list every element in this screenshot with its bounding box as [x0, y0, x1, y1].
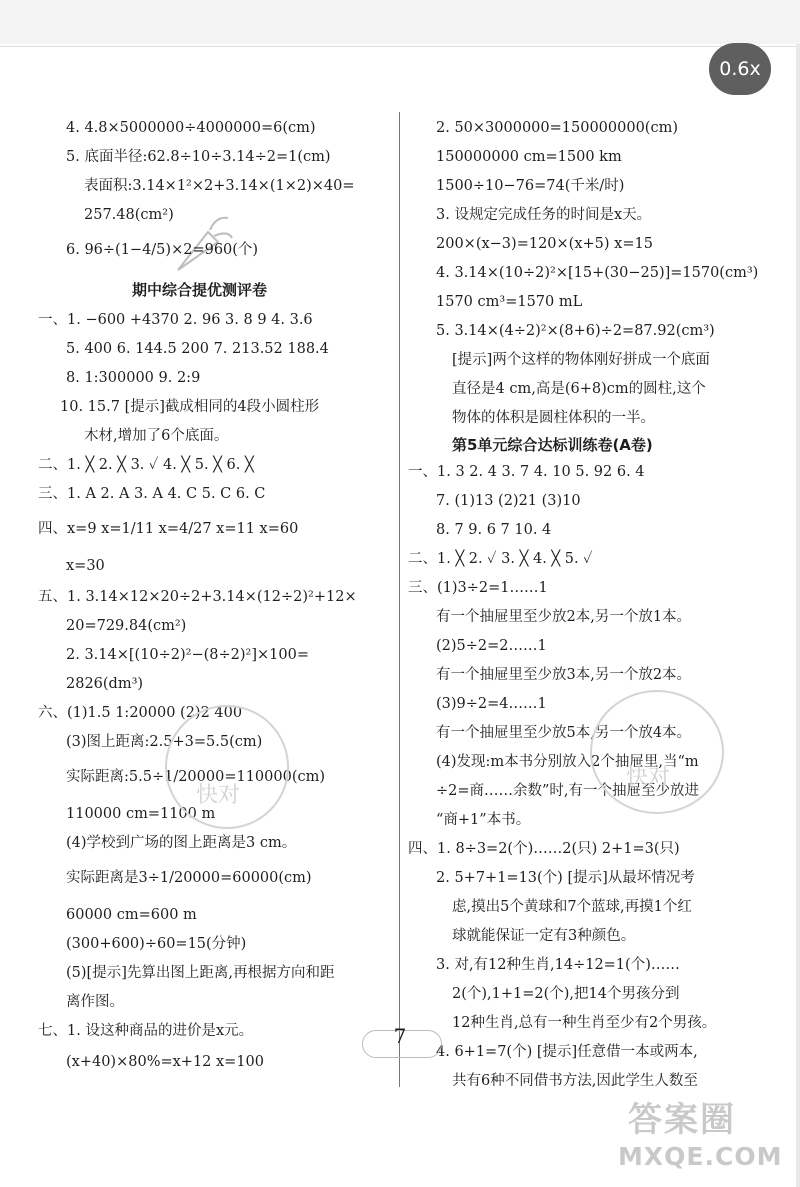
right-line-1: 2. 50×3000000=150000000(cm) [436, 120, 678, 136]
right-line-30: 3. 对,有12种生肖,14÷12=1(个)…… [436, 957, 680, 973]
left-line-26: 60000 cm=600 m [66, 907, 197, 923]
right-line-2: 150000000 cm=1500 km [436, 149, 622, 165]
page-number: 7 [393, 1024, 407, 1048]
left-line-27: (300+600)÷60=15(分钟) [66, 936, 247, 952]
watermark-stamp-right [590, 690, 724, 814]
left-line-9: 8. 1:300000 9. 2:9 [66, 370, 201, 386]
right-line-24: ÷2=商……余数”时,有一个抽屉至少放进 [436, 783, 700, 799]
right-line-18: 有一个抽屉里至少放2本,另一个放1本。 [436, 609, 692, 625]
page-edge [796, 44, 800, 1187]
right-line-5: 200×(x−3)=120×(x+5) x=15 [436, 236, 653, 252]
right-line-27: 2. 5+7+1=13(个) [提示]从最坏情况考 [436, 870, 695, 886]
left-line-3: 表面积:3.14×1²×2+3.14×(1×2)×40= [84, 178, 355, 194]
left-line-21: (3)图上距离:2.5+3=5.5(cm) [66, 734, 263, 750]
right-line-6: 4. 3.14×(10÷2)²×[15+(30−25)]=1570(cm³) [436, 265, 759, 281]
left-line-15: x=30 [66, 558, 105, 574]
left-line-4: 257.48(cm²) [84, 207, 174, 223]
right-line-20: 有一个抽屉里至少放3本,另一个放2本。 [436, 667, 692, 683]
left-line-18: 2. 3.14×[(10÷2)²−(8÷2)²]×100= [66, 647, 309, 663]
left-line-17: 20=729.84(cm²) [66, 618, 187, 634]
left-line-8: 5. 400 6. 144.5 200 7. 213.52 188.4 [66, 341, 329, 357]
left-line-11: 木材,增加了6个底面。 [84, 428, 229, 444]
right-line-29: 球就能保证一定有3种颜色。 [452, 928, 636, 944]
watermark-stamp-left-text: 快对 [196, 783, 241, 808]
right-line-4: 3. 设规定完成任务的时间是x天。 [436, 207, 652, 223]
right-line-10: 直径是4 cm,高是(6+8)cm的圆柱,这个 [452, 381, 706, 397]
left-line-2: 5. 底面半径:62.8÷10÷3.14÷2=1(cm) [66, 149, 331, 165]
right-line-16: 二、1. ╳ 2. ✓ 3. ╳ 4. ╳ 5. ✓ [408, 551, 593, 567]
right-line-28: 虑,摸出5个黄球和7个蓝球,再摸1个红 [452, 899, 692, 915]
left-line-19: 2826(dm³) [66, 676, 144, 692]
left-line-10: 10. 15.7 [提示]截成相同的4段小圆柱形 [60, 399, 320, 415]
right-line-9: [提示]两个这样的物体刚好拼成一个底面 [452, 352, 710, 368]
left-line-29: 离作图。 [66, 994, 124, 1010]
right-line-17: 三、(1)3÷2=1……1 [408, 580, 548, 596]
column-divider [399, 112, 400, 1087]
section-heading-midterm: 期中综合提优测评卷 [132, 281, 268, 299]
left-line-12: 二、1. ╳ 2. ╳ 3. ✓ 4. ╳ 5. ╳ 6. ╳ [38, 457, 254, 473]
top-bar [0, 0, 800, 44]
right-line-33: 4. 6+1=7(个) [提示]任意借一本或两本, [436, 1044, 698, 1060]
left-line-24: (4)学校到广场的图上距离是3 cm。 [66, 835, 297, 851]
right-line-25: “商+1”本书。 [436, 812, 531, 828]
right-line-22: 有一个抽屉里至少放5本,另一个放4本。 [436, 725, 692, 741]
right-line-23: (4)发现:m本书分别放入2个抽屉里,当“m [436, 754, 699, 770]
left-line-1: 4. 4.8×5000000÷4000000=6(cm) [66, 120, 316, 136]
right-line-14: 7. (1)13 (2)21 (3)10 [436, 493, 581, 509]
right-line-26: 四、1. 8÷3=2(个)……2(只) 2+1=3(只) [408, 841, 680, 857]
right-line-11: 物体的体积是圆柱体积的一半。 [452, 410, 655, 426]
left-line-23: 110000 cm=1100 m [66, 806, 216, 822]
right-line-19: (2)5÷2=2……1 [436, 638, 547, 654]
right-line-3: 1500÷10−76=74(千米/时) [436, 178, 625, 194]
left-line-7: 一、1. −600 +4370 2. 96 3. 8 9 4. 3.6 [38, 312, 313, 328]
right-line-15: 8. 7 9. 6 7 10. 4 [436, 522, 552, 538]
left-line-13: 三、1. A 2. A 3. A 4. C 5. C 6. C [38, 486, 266, 502]
watermark-logo-cn: 答案圈 [628, 1100, 736, 1140]
left-line-25: 实际距离是3÷1/20000=60000(cm) [66, 870, 312, 886]
right-line-21: (3)9÷2=4……1 [436, 696, 547, 712]
watermark-stamp-left [165, 705, 289, 829]
left-line-16: 五、1. 3.14×12×20÷2+3.14×(12÷2)²+12× [38, 589, 357, 605]
watermark-stamp-right-text: 快对 [626, 765, 671, 790]
left-line-28: (5)[提示]先算出图上距离,再根据方向和距 [66, 965, 335, 981]
right-line-31: 2(个),1+1=2(个),把14个男孩分到 [452, 986, 680, 1002]
right-line-8: 5. 3.14×(4÷2)²×(8+6)÷2=87.92(cm³) [436, 323, 715, 339]
left-line-22: 实际距离:5.5÷1/20000=110000(cm) [66, 769, 326, 785]
playback-speed-badge[interactable]: 0.6x [709, 43, 771, 95]
left-line-31: (x+40)×80%=x+12 x=100 [66, 1054, 265, 1070]
right-line-13: 一、1. 3 2. 4 3. 7 4. 10 5. 92 6. 4 [408, 464, 645, 480]
right-line-32: 12种生肖,总有一种生肖至少有2个男孩。 [452, 1015, 717, 1031]
left-line-20: 六、(1)1.5 1:20000 (2)2 400 [38, 705, 243, 721]
left-line-14: 四、x=9 x=1/11 x=4/27 x=11 x=60 [38, 521, 299, 537]
section-heading-unit5: 第5单元综合达标训练卷(A卷) [452, 436, 653, 454]
left-line-5: 6. 96÷(1−4/5)×2=960(个) [66, 242, 259, 258]
right-line-7: 1570 cm³=1570 mL [436, 294, 583, 310]
left-line-30: 七、1. 设这种商品的进价是x元。 [38, 1023, 254, 1039]
right-line-34: 共有6种不同借书方法,因此学生人数至 [452, 1073, 698, 1089]
top-divider [0, 46, 800, 47]
watermark-logo-url: MXQE.COM [618, 1142, 783, 1171]
